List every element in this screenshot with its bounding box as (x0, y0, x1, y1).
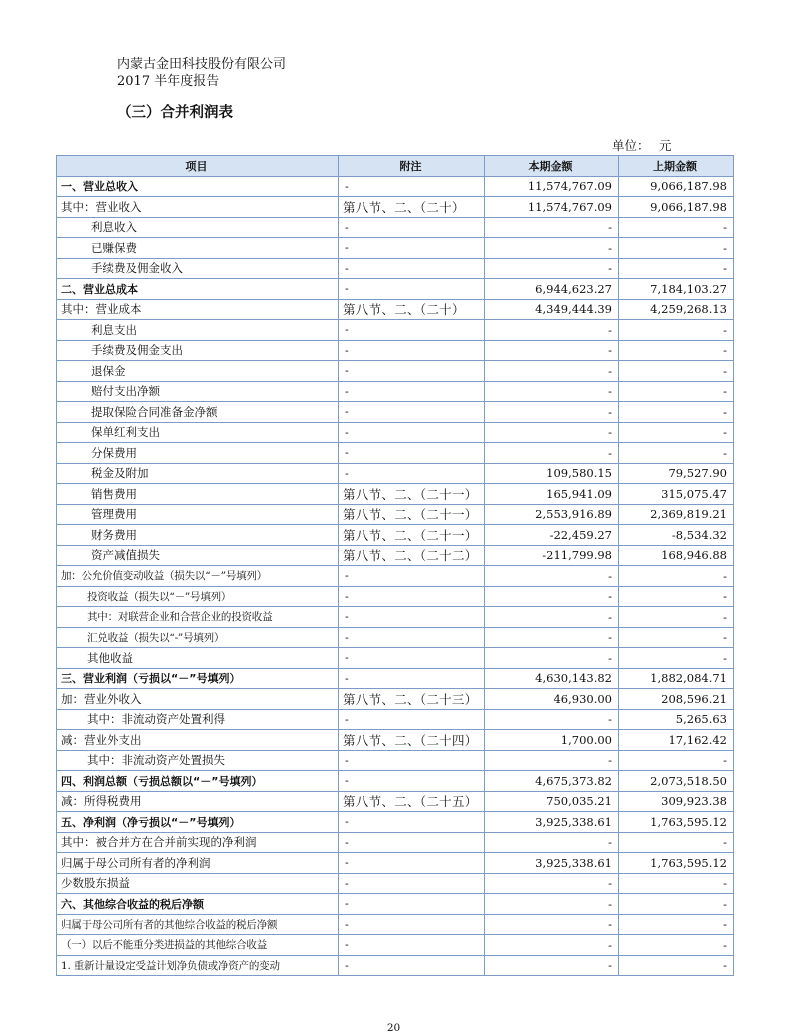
row-current-amount: - (485, 648, 619, 669)
row-prior-amount: - (619, 627, 734, 648)
table-row (57, 340, 734, 361)
table-row (57, 627, 734, 648)
row-note: - (339, 812, 485, 833)
row-current-amount: - (485, 607, 619, 628)
table-row (57, 238, 734, 259)
row-item-label: 已赚保费 (57, 238, 339, 259)
row-prior-amount: - (619, 422, 734, 443)
row-note: 第八节、二、（二十四） (339, 730, 485, 751)
row-note: - (339, 340, 485, 361)
row-item-label: 六、其他综合收益的税后净额 (57, 894, 339, 915)
row-item-label: 四、利润总额（亏损总额以“－”号填列） (57, 771, 339, 792)
row-current-amount: - (485, 894, 619, 915)
row-item-label: 其中：被合并方在合并前实现的净利润 (57, 832, 339, 853)
table-row (57, 812, 734, 833)
row-prior-amount: - (619, 443, 734, 464)
table-row (57, 607, 734, 628)
row-note: - (339, 668, 485, 689)
row-current-amount: 46,930.00 (485, 689, 619, 710)
row-note: - (339, 238, 485, 259)
row-current-amount: - (485, 217, 619, 238)
row-prior-amount: 1,763,595.12 (619, 853, 734, 874)
row-current-amount: 1,700.00 (485, 730, 619, 751)
row-note: - (339, 463, 485, 484)
row-prior-amount: - (619, 648, 734, 669)
table-row (57, 217, 734, 238)
row-item-label: 减：所得税费用 (57, 791, 339, 812)
row-current-amount: - (485, 873, 619, 894)
table-row (57, 197, 734, 218)
row-note: - (339, 443, 485, 464)
row-current-amount: - (485, 320, 619, 341)
row-current-amount: - (485, 258, 619, 279)
row-item-label: （一）以后不能重分类进损益的其他综合收益 (57, 935, 339, 956)
row-item-label: 分保费用 (57, 443, 339, 464)
table-row (57, 873, 734, 894)
table-row (57, 914, 734, 935)
row-current-amount: -22,459.27 (485, 525, 619, 546)
row-current-amount: - (485, 750, 619, 771)
row-item-label: 加：公允价值变动收益（损失以“－”号填列） (57, 566, 339, 587)
row-note: - (339, 586, 485, 607)
row-current-amount: 750,035.21 (485, 791, 619, 812)
unit-label: 单位： (612, 138, 650, 153)
row-note: - (339, 894, 485, 915)
table-row (57, 545, 734, 566)
row-note: - (339, 217, 485, 238)
table-row (57, 894, 734, 915)
row-prior-amount: - (619, 340, 734, 361)
row-current-amount: 4,349,444.39 (485, 299, 619, 320)
row-note: 第八节、二、（二十一） (339, 504, 485, 525)
table-row (57, 648, 734, 669)
row-item-label: 少数股东损益 (57, 873, 339, 894)
section-title: （三）合并利润表 (117, 105, 233, 121)
row-item-label: 销售费用 (57, 484, 339, 505)
row-note: - (339, 935, 485, 956)
table-row (57, 402, 734, 423)
table-row (57, 566, 734, 587)
row-note: - (339, 361, 485, 382)
row-current-amount: - (485, 627, 619, 648)
row-item-label: 其他收益 (57, 648, 339, 669)
table-row (57, 668, 734, 689)
row-item-label: 归属于母公司所有者的净利润 (57, 853, 339, 874)
table-row (57, 258, 734, 279)
row-prior-amount: 9,066,187.98 (619, 197, 734, 218)
row-item-label: 提取保险合同准备金净额 (57, 402, 339, 423)
row-prior-amount: 208,596.21 (619, 689, 734, 710)
row-prior-amount: - (619, 402, 734, 423)
row-prior-amount: - (619, 238, 734, 259)
row-current-amount: 165,941.09 (485, 484, 619, 505)
row-item-label: 其中：营业收入 (57, 197, 339, 218)
row-item-label: 赔付支出净额 (57, 381, 339, 402)
row-prior-amount: 4,259,268.13 (619, 299, 734, 320)
table-row (57, 586, 734, 607)
table-row (57, 422, 734, 443)
row-prior-amount: 5,265.63 (619, 709, 734, 730)
row-current-amount: 3,925,338.61 (485, 853, 619, 874)
table-row (57, 381, 734, 402)
column-header-note: 附注 (339, 156, 485, 177)
table-row (57, 750, 734, 771)
row-item-label: 利息支出 (57, 320, 339, 341)
row-current-amount: 6,944,623.27 (485, 279, 619, 300)
row-current-amount: - (485, 709, 619, 730)
row-prior-amount: 79,527.90 (619, 463, 734, 484)
table-row (57, 853, 734, 874)
row-prior-amount: 17,162.42 (619, 730, 734, 751)
row-note: 第八节、二、（二十二） (339, 545, 485, 566)
row-note: - (339, 258, 485, 279)
row-current-amount: -211,799.98 (485, 545, 619, 566)
row-note: - (339, 402, 485, 423)
row-prior-amount: 2,073,518.50 (619, 771, 734, 792)
table-body (57, 176, 734, 976)
table-row (57, 176, 734, 197)
row-note: - (339, 566, 485, 587)
row-note: 第八节、二、（二十五） (339, 791, 485, 812)
column-header-current: 本期金额 (485, 156, 619, 177)
row-note: - (339, 873, 485, 894)
row-note: 第八节、二、（二十） (339, 299, 485, 320)
table-row (57, 689, 734, 710)
unit-value: 元 (659, 138, 672, 153)
row-item-label: 其中：营业成本 (57, 299, 339, 320)
row-current-amount: 3,925,338.61 (485, 812, 619, 833)
row-prior-amount: - (619, 320, 734, 341)
row-note: 第八节、二、（二十一） (339, 525, 485, 546)
row-prior-amount: - (619, 586, 734, 607)
row-current-amount: - (485, 914, 619, 935)
row-prior-amount: 1,882,084.71 (619, 668, 734, 689)
row-note: - (339, 320, 485, 341)
row-item-label: 其中：对联营企业和合营企业的投资收益 (57, 607, 339, 628)
row-item-label: 三、营业利润（亏损以“－”号填列） (57, 668, 339, 689)
table-row (57, 279, 734, 300)
table-row (57, 299, 734, 320)
table-row (57, 443, 734, 464)
table-row (57, 463, 734, 484)
row-item-label: 加：营业外收入 (57, 689, 339, 710)
row-item-label: 其中：非流动资产处置利得 (57, 709, 339, 730)
company-name: 内蒙古金田科技股份有限公司 (117, 57, 287, 72)
row-item-label: 退保金 (57, 361, 339, 382)
row-note: 第八节、二、（二十一） (339, 484, 485, 505)
table-header (57, 156, 734, 177)
row-prior-amount: 1,763,595.12 (619, 812, 734, 833)
table-row (57, 730, 734, 751)
row-item-label: 投资收益（损失以“－”号填列） (57, 586, 339, 607)
row-prior-amount: - (619, 894, 734, 915)
page-number: 20 (386, 1022, 401, 1034)
row-note: - (339, 771, 485, 792)
row-item-label: 税金及附加 (57, 463, 339, 484)
row-prior-amount: - (619, 361, 734, 382)
column-header-item: 项目 (57, 156, 339, 177)
row-note: - (339, 176, 485, 197)
row-item-label: 五、净利润（净亏损以“－”号填列） (57, 812, 339, 833)
row-item-label: 汇兑收益（损失以“-”号填列） (57, 627, 339, 648)
row-note: - (339, 709, 485, 730)
row-note: - (339, 381, 485, 402)
row-current-amount: - (485, 381, 619, 402)
row-item-label: 管理费用 (57, 504, 339, 525)
row-current-amount: 4,630,143.82 (485, 668, 619, 689)
row-note: 第八节、二、（二十） (339, 197, 485, 218)
row-prior-amount: - (619, 935, 734, 956)
row-current-amount: 11,574,767.09 (485, 197, 619, 218)
row-item-label: 手续费及佣金收入 (57, 258, 339, 279)
row-note: - (339, 627, 485, 648)
row-prior-amount: - (619, 258, 734, 279)
row-current-amount: 11,574,767.09 (485, 176, 619, 197)
row-current-amount: 4,675,373.82 (485, 771, 619, 792)
row-prior-amount: - (619, 873, 734, 894)
row-prior-amount: 168,946.88 (619, 545, 734, 566)
row-current-amount: - (485, 586, 619, 607)
row-item-label: 二、营业总成本 (57, 279, 339, 300)
row-note: 第八节、二、（二十三） (339, 689, 485, 710)
row-current-amount: - (485, 935, 619, 956)
row-prior-amount: 7,184,103.27 (619, 279, 734, 300)
row-note: - (339, 422, 485, 443)
row-note: - (339, 607, 485, 628)
row-item-label: 资产减值损失 (57, 545, 339, 566)
row-note: - (339, 955, 485, 976)
row-current-amount: 2,553,916.89 (485, 504, 619, 525)
row-note: - (339, 853, 485, 874)
row-current-amount: - (485, 340, 619, 361)
row-item-label: 减：营业外支出 (57, 730, 339, 751)
row-item-label: 1. 重新计量设定受益计划净负债或净资产的变动 (57, 955, 339, 976)
row-current-amount: 109,580.15 (485, 463, 619, 484)
row-item-label: 财务费用 (57, 525, 339, 546)
row-prior-amount: 309,923.38 (619, 791, 734, 812)
row-note: - (339, 279, 485, 300)
table-row (57, 771, 734, 792)
table-row (57, 791, 734, 812)
table-row (57, 709, 734, 730)
row-prior-amount: 9,066,187.98 (619, 176, 734, 197)
column-header-prior: 上期金额 (619, 156, 734, 177)
table-row (57, 361, 734, 382)
row-note: - (339, 648, 485, 669)
table-row (57, 320, 734, 341)
row-current-amount: - (485, 955, 619, 976)
row-current-amount: - (485, 443, 619, 464)
row-item-label: 其中：非流动资产处置损失 (57, 750, 339, 771)
row-current-amount: - (485, 566, 619, 587)
row-item-label: 手续费及佣金支出 (57, 340, 339, 361)
row-prior-amount: - (619, 750, 734, 771)
income-statement-table (56, 155, 734, 976)
table-row (57, 832, 734, 853)
row-prior-amount: - (619, 381, 734, 402)
row-note: - (339, 750, 485, 771)
row-note: - (339, 832, 485, 853)
row-item-label: 一、营业总收入 (57, 176, 339, 197)
row-current-amount: - (485, 832, 619, 853)
row-prior-amount: -8,534.32 (619, 525, 734, 546)
table-row (57, 935, 734, 956)
row-item-label: 归属于母公司所有者的其他综合收益的税后净额 (57, 914, 339, 935)
table-row (57, 484, 734, 505)
row-current-amount: - (485, 238, 619, 259)
report-period: 2017 半年度报告 (117, 74, 220, 89)
table-row (57, 525, 734, 546)
table-header-row (57, 156, 734, 177)
row-item-label: 保单红利支出 (57, 422, 339, 443)
row-current-amount: - (485, 402, 619, 423)
table-row (57, 504, 734, 525)
row-prior-amount: 2,369,819.21 (619, 504, 734, 525)
row-current-amount: - (485, 422, 619, 443)
row-prior-amount: - (619, 832, 734, 853)
row-prior-amount: - (619, 914, 734, 935)
row-item-label: 利息收入 (57, 217, 339, 238)
row-prior-amount: - (619, 217, 734, 238)
table-row (57, 955, 734, 976)
row-prior-amount: 315,075.47 (619, 484, 734, 505)
row-prior-amount: - (619, 955, 734, 976)
row-current-amount: - (485, 361, 619, 382)
row-prior-amount: - (619, 566, 734, 587)
row-note: - (339, 914, 485, 935)
row-prior-amount: - (619, 607, 734, 628)
